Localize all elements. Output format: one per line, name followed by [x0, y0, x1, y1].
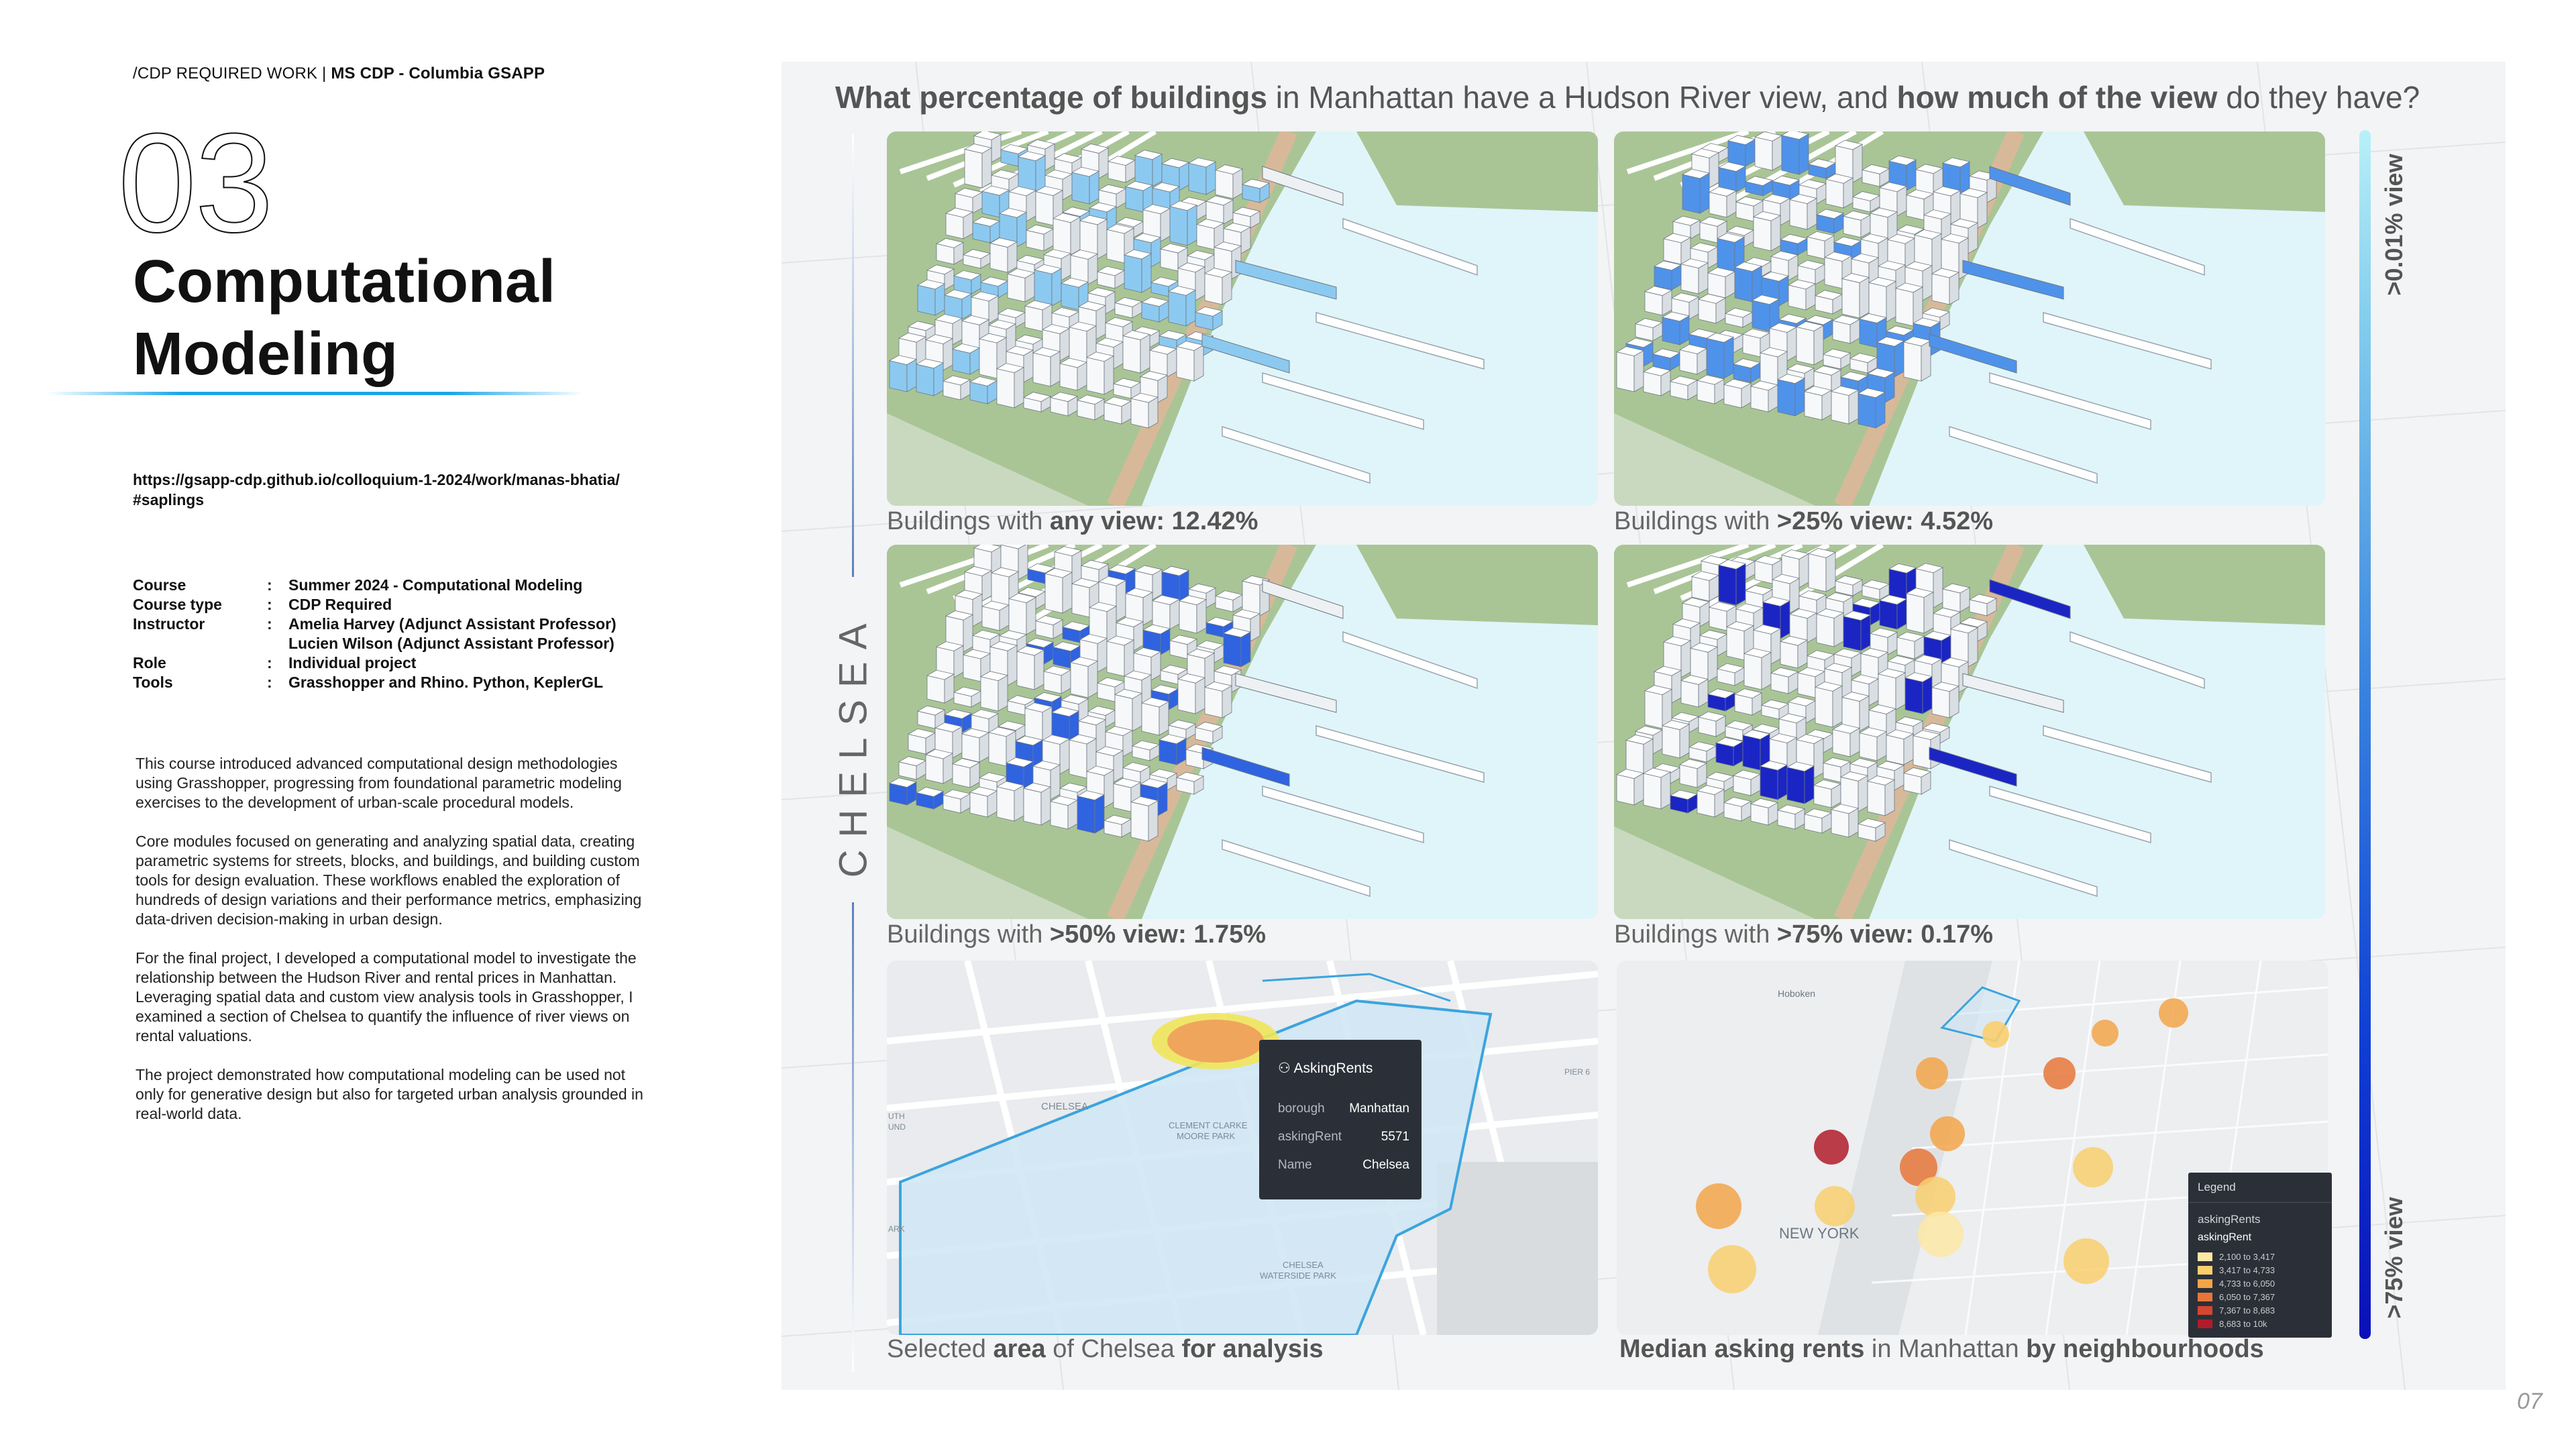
render-illustration: [887, 545, 1598, 919]
tooltip-row: [1278, 1102, 1409, 1116]
project-link-line-1[interactable]: https://gsapp-cdp.github.io/colloquium-1-2024/work/manas-bhatia/: [133, 471, 620, 488]
breadcrumb-plain: /CDP REQUIRED WORK |: [133, 64, 331, 83]
legend-item-label: 3,417 to 4,733: [2219, 1265, 2275, 1275]
description-paragraph: This course introduced advanced computational design methodologies using Grasshopper, progressing from foundational parametric modeling exercises to the development of urban-scale procedural models.: [136, 755, 622, 811]
caption-value: >75% view: 0.17%: [1776, 920, 1994, 949]
street-map: [887, 961, 1598, 1335]
description-paragraph: Core modules focused on generating and analyzing spatial data, creating parametric systems for streets, blocks, and buildings, and building custom tools for design evaluation. These workflows enabled the exploration of hundreds of design variations and their performance metrics, emphasizing data-driven decision-making in urban design.: [136, 833, 642, 928]
legend-item-label: 6,050 to 7,367: [2219, 1292, 2275, 1302]
legend-item: [2198, 1319, 2267, 1329]
caption-selected-area: [887, 1335, 1324, 1364]
view-render-any: [887, 131, 1598, 506]
render-illustration: [887, 131, 1598, 506]
pier: [1990, 373, 2151, 429]
page-title: [133, 246, 555, 390]
map1-label-edge1: UTH: [888, 1112, 905, 1121]
side-divider-line: [852, 134, 854, 577]
description-paragraph: The project demonstrated how computational modeling can be used not only for generative design but also for targeted urban analysis grounded in real-world data.: [136, 1066, 643, 1122]
section-number: 03: [118, 104, 272, 262]
course-info-value: Lucien Wilson (Adjunct Assistant Professor): [288, 635, 614, 652]
map1-label-edge3: ARK: [888, 1224, 905, 1234]
legend-swatch: [2198, 1306, 2212, 1315]
course-info-key: [133, 634, 267, 653]
course-info-row: [133, 614, 616, 634]
course-info-value: Summer 2024 - Computational Modeling: [288, 576, 583, 594]
map-tooltip: [1259, 1040, 1421, 1199]
side-label-text: CHELSEA: [831, 611, 875, 878]
render-illustration: [1614, 131, 2325, 506]
pier: [2043, 313, 2211, 369]
legend-item: [2198, 1265, 2275, 1275]
caption-text: Selected: [887, 1335, 994, 1363]
scale-top-label: [2371, 148, 2418, 302]
course-info-value: Grasshopper and Rhino. Python, KeplerGL: [288, 674, 603, 691]
course-info-colon: :: [267, 654, 272, 672]
view-scale-bar: [2359, 130, 2371, 1339]
legend-divider: [2188, 1202, 2332, 1203]
legend-item-label: 2,100 to 3,417: [2219, 1252, 2275, 1262]
course-info-value: Individual project: [288, 654, 417, 672]
neighbourhood-side-label: [820, 610, 887, 879]
map1-label-park1a: CLEMENT CLARKE: [1169, 1120, 1248, 1130]
breadcrumb: [133, 64, 545, 83]
scale-top-text: >0.01% view: [2380, 154, 2408, 296]
pier: [1263, 373, 1424, 429]
pier: [1316, 313, 1484, 369]
caption-25-view: [1614, 507, 1993, 536]
tooltip-title-text: AskingRents: [1293, 1061, 1373, 1076]
tooltip-value: Chelsea: [1362, 1158, 1409, 1172]
course-info-row: [133, 634, 616, 653]
scale-bottom-label: [2371, 1187, 2418, 1328]
course-info-colon: [267, 634, 288, 653]
view-render-75: [1614, 545, 2325, 919]
render-illustration: [1614, 545, 2325, 919]
caption-value: any view: 12.42%: [1049, 507, 1258, 535]
rent-legend[interactable]: [2188, 1173, 2332, 1338]
legend-item-label: 8,683 to 10k: [2219, 1319, 2267, 1329]
page-title-line-2: Modeling: [133, 321, 398, 388]
caption-value: >50% view: 1.75%: [1049, 920, 1267, 949]
course-info-colon: :: [267, 615, 272, 633]
caption-prefix: Buildings with: [887, 507, 1050, 535]
course-info-value: Amelia Harvey (Adjunct Assistant Professor): [288, 615, 616, 633]
course-info-row: [133, 576, 616, 595]
description-paragraph: For the final project, I developed a computational model to investigate the relationship between the Hudson River and rental prices in Manhattan. Leveraging spatial data and custom view analysis tools in Grasshopper, I examined a section of Chelsea to quantify the influence of river views on rental valuations.: [136, 949, 637, 1044]
project-link-line-2[interactable]: #saplings: [133, 491, 205, 508]
course-info-value: CDP Required: [288, 596, 392, 613]
question-bold-2: how much of the view: [1896, 80, 2218, 115]
pier: [2070, 219, 2204, 275]
view-render-50: [887, 545, 1598, 919]
tooltip-row: [1278, 1158, 1409, 1173]
map1-label-park1b: MOORE PARK: [1177, 1131, 1236, 1141]
legend-item: [2198, 1292, 2275, 1302]
caption-bold: for analysis: [1181, 1335, 1324, 1363]
question-bold-1: What percentage of buildings: [835, 80, 1268, 115]
side-divider-line: [852, 902, 854, 1372]
map-selected-area[interactable]: [887, 961, 1598, 1335]
legend-field: askingRents: [2198, 1213, 2261, 1226]
pier: [1990, 786, 2151, 843]
legend-swatch: [2198, 1279, 2212, 1288]
map1-label-chelsea: CHELSEA: [1041, 1101, 1089, 1112]
course-info-row: [133, 653, 616, 673]
pier: [1222, 840, 1370, 896]
page-title-line-1: Computational: [133, 248, 555, 315]
caption-bold: by neighbourhoods: [2026, 1335, 2264, 1363]
legend-item: [2198, 1252, 2275, 1262]
course-info-key: Course: [133, 576, 186, 594]
course-info-colon: :: [267, 596, 272, 613]
legend-item-label: 4,733 to 6,050: [2219, 1279, 2275, 1289]
legend-swatch: [2198, 1293, 2212, 1301]
legend-subfield: askingRent: [2198, 1232, 2252, 1243]
title-underline: [47, 392, 584, 395]
tooltip-key: Name: [1278, 1158, 1312, 1172]
caption-value: >25% view: 4.52%: [1776, 507, 1994, 535]
course-info-key: Instructor: [133, 615, 205, 633]
caption-text: of Chelsea: [1045, 1335, 1182, 1363]
caption-prefix: Buildings with: [1614, 507, 1777, 535]
caption-prefix: Buildings with: [887, 920, 1050, 949]
tooltip-key: borough: [1278, 1102, 1325, 1116]
legend-item: [2198, 1305, 2275, 1316]
caption-any-view: [887, 507, 1258, 536]
tooltip-key: askingRent: [1278, 1130, 1342, 1144]
map1-label-edge2: UND: [888, 1122, 906, 1132]
page-number: 07: [2517, 1389, 2542, 1414]
caption-bold: Median asking rents: [1619, 1335, 1865, 1363]
course-description: [136, 754, 645, 1143]
caption-75-view: [1614, 920, 1993, 949]
pier: [1949, 427, 2097, 483]
pier: [1343, 219, 1477, 275]
map2-label-hoboken: Hoboken: [1778, 988, 1816, 999]
course-info-row: [133, 595, 616, 614]
map1-label-park2a: CHELSEA: [1283, 1260, 1324, 1270]
legend-item-label: 7,367 to 8,683: [2219, 1305, 2275, 1316]
caption-text: in Manhattan: [1864, 1335, 2027, 1363]
pier: [1222, 427, 1370, 483]
tooltip-row: [1278, 1130, 1409, 1144]
question-text-2: do they have?: [2217, 80, 2420, 115]
legend-swatch: [2198, 1252, 2212, 1261]
pier: [1949, 840, 2097, 896]
course-info-key: Tools: [133, 674, 173, 691]
map2-label-newyork: NEW YORK: [1779, 1225, 1860, 1242]
research-question: [835, 79, 2420, 115]
map1-label-pier: PIER 6: [1564, 1067, 1591, 1077]
pier: [1316, 726, 1484, 782]
course-info-key: Course type: [133, 596, 222, 613]
caption-50-view: [887, 920, 1266, 949]
course-info-table: [133, 576, 616, 692]
project-link[interactable]: [133, 470, 737, 510]
tooltip-value: Manhattan: [1349, 1102, 1409, 1116]
course-info-row: [133, 673, 616, 692]
caption-prefix: Buildings with: [1614, 920, 1777, 949]
scale-bottom-text: >75% view: [2380, 1197, 2408, 1319]
legend-swatch: [2198, 1320, 2212, 1328]
legend-title: Legend: [2198, 1181, 2236, 1193]
pier: [2043, 726, 2211, 782]
breadcrumb-program: MS CDP - Columbia GSAPP: [331, 64, 545, 83]
legend-swatch: [2198, 1266, 2212, 1275]
pier: [1343, 632, 1477, 688]
map1-label-park2b: WATERSIDE PARK: [1260, 1271, 1336, 1281]
caption-asking-rents: [1619, 1335, 2264, 1364]
legend-item: [2198, 1279, 2275, 1289]
course-info-colon: :: [267, 674, 272, 691]
tooltip-value: 5571: [1381, 1130, 1409, 1144]
tooltip-title: ⚇ AskingRents: [1278, 1061, 1373, 1076]
caption-bold: area: [993, 1335, 1046, 1363]
pier: [1263, 786, 1424, 843]
course-info-key: Role: [133, 654, 166, 672]
pier: [2070, 632, 2204, 688]
course-info-colon: :: [267, 576, 272, 594]
question-text-1: in Manhattan have a Hudson River view, and: [1267, 80, 1897, 115]
view-render-25: [1614, 131, 2325, 506]
